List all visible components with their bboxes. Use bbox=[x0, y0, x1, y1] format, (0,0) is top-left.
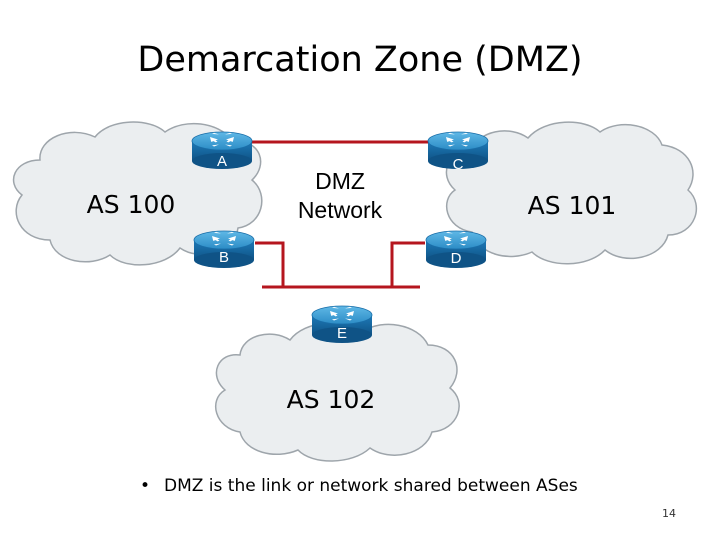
page-number: 14 bbox=[662, 507, 676, 520]
cloud-as102 bbox=[216, 323, 459, 461]
router-b bbox=[194, 231, 254, 268]
dmz-label-line2: Network bbox=[297, 197, 383, 223]
router-d-label: D bbox=[450, 250, 462, 267]
slide-title: Demarcation Zone (DMZ) bbox=[137, 40, 583, 80]
router-d bbox=[426, 231, 486, 268]
bullet-item bbox=[140, 476, 578, 496]
dmz-label-line1: DMZ bbox=[315, 168, 365, 194]
bullet-dot-icon: • bbox=[140, 476, 151, 496]
router-a bbox=[192, 132, 252, 170]
cloud-as100-label: AS 100 bbox=[86, 190, 176, 219]
router-e bbox=[312, 306, 372, 343]
cloud-as102-label: AS 102 bbox=[286, 385, 376, 414]
router-b-label: B bbox=[218, 249, 230, 266]
link-b-bus bbox=[255, 243, 425, 287]
bullet-text: DMZ is the link or network shared between ASes bbox=[164, 476, 578, 496]
router-c-label: C bbox=[452, 156, 464, 173]
router-a-label: A bbox=[216, 153, 228, 170]
cloud-as101-label: AS 101 bbox=[527, 191, 617, 220]
router-e-label: E bbox=[336, 325, 348, 342]
dmz-network-label bbox=[298, 168, 383, 223]
